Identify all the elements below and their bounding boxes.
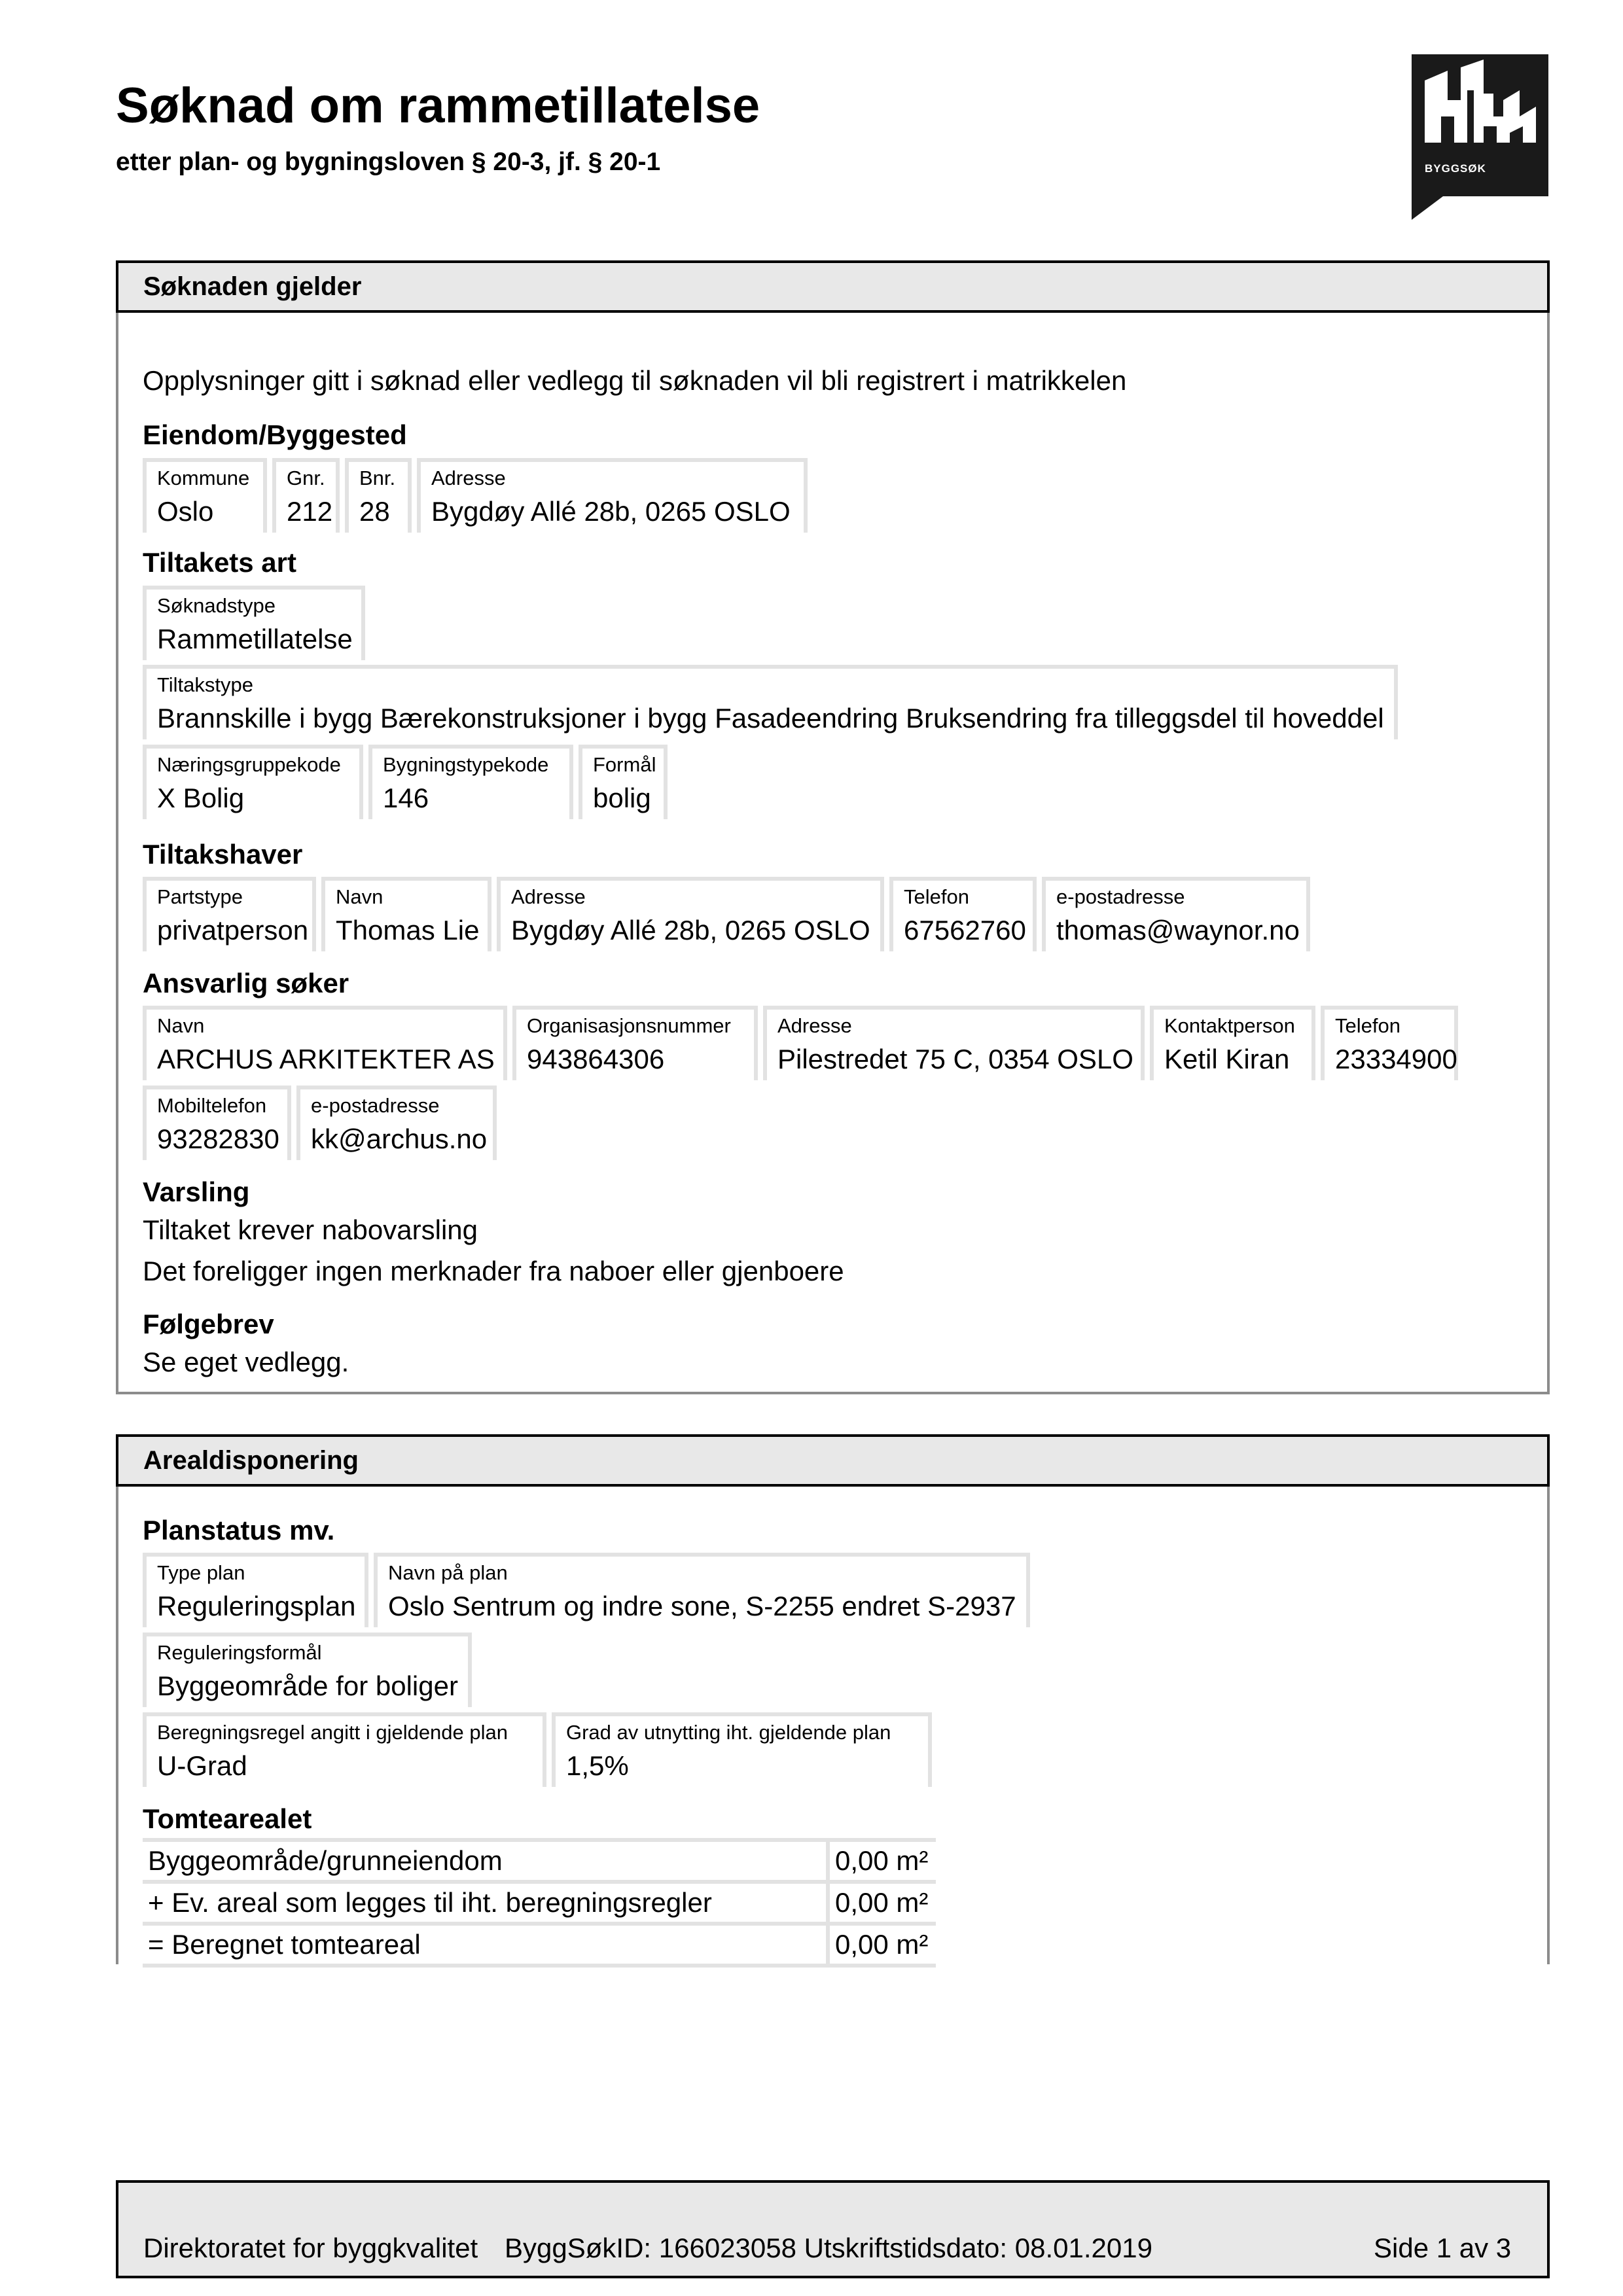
table-row: = Beregnet tomteareal 0,00 m²: [143, 1926, 936, 1968]
byggsok-logo: [1412, 54, 1548, 196]
footer-org: Direktoratet for byggkvalitet: [143, 2233, 478, 2263]
field-grad-av-utnytting: Grad av utnytting iht. gjeldende plan 1,5%: [552, 1712, 932, 1787]
tiltakstype-fields: [143, 665, 1398, 739]
field-type-plan: Type plan Reguleringsplan: [143, 1553, 368, 1627]
field-naeringsgruppekode: Næringsgruppekode X Bolig: [143, 745, 363, 819]
heading-eiendom: Eiendom/Byggested: [143, 419, 407, 450]
soknadstype-fields: [143, 586, 365, 660]
heading-tomtearealet: Tomtearealet: [143, 1803, 312, 1834]
plan-fields: [143, 1553, 1030, 1627]
varsling-line-2: Det foreligger ingen merknader fra naboer eller gjenboere: [143, 1256, 844, 1286]
naering-fields: [143, 745, 668, 819]
field-organisasjonsnummer: Organisasjonsnummer 943864306: [512, 1006, 758, 1080]
page-footer: [116, 2180, 1550, 2278]
field-navn: Navn Thomas Lie: [321, 877, 491, 951]
field-beregningsregel: Beregningsregel angitt i gjeldende plan U-Grad: [143, 1712, 546, 1787]
field-bnr: Bnr. 28: [345, 458, 412, 533]
folgebrev-text: Se eget vedlegg.: [143, 1347, 349, 1377]
heading-tiltakshaver: Tiltakshaver: [143, 839, 303, 870]
intro-text: Opplysninger gitt i søknad eller vedlegg til søknaden vil bli registrert i matrikkelen: [143, 365, 1127, 396]
footer-page-number: Side 1 av 3: [1374, 2233, 1512, 2263]
heading-planstatus: Planstatus mv.: [143, 1515, 335, 1545]
field-navn: Navn ARCHUS ARKITEKTER AS: [143, 1006, 507, 1080]
field-tiltakstype: Tiltakstype Brannskille i bygg Bærekonstruksjoner i bygg Fasadeendring Bruksendring fra tilleggsdel til hoveddel: [143, 665, 1398, 739]
table-row: + Ev. areal som legges til iht. beregningsregler 0,00 m²: [143, 1884, 936, 1926]
tomteareal-table: [143, 1838, 936, 1968]
logo-text: BYGGSØK: [1425, 162, 1486, 175]
field-partstype: Partstype privatperson: [143, 877, 316, 951]
ansvarlig-fields: [143, 1006, 1458, 1080]
beregning-fields: [143, 1712, 932, 1787]
ansvarlig-fields-2: [143, 1086, 497, 1160]
field-reguleringsformal: Reguleringsformål Byggeområde for boliger: [143, 1633, 472, 1707]
logo-tail: [1412, 196, 1443, 220]
field-e-postadresse: e-postadresse kk@archus.no: [296, 1086, 497, 1160]
heading-folgebrev: Følgebrev: [143, 1309, 274, 1339]
heading-ansvarlig-soker: Ansvarlig søker: [143, 968, 349, 998]
heading-tiltakets-art: Tiltakets art: [143, 547, 296, 578]
field-gnr: Gnr. 212: [272, 458, 340, 533]
logo-mark-icon: [1412, 54, 1548, 159]
page-subtitle: etter plan- og bygningsloven § 20-3, jf. § 20-1: [116, 148, 661, 176]
field-adresse: Adresse Bygdøy Allé 28b, 0265 OSLO: [497, 877, 884, 951]
eiendom-fields: [143, 458, 808, 533]
field-kontaktperson: Kontaktperson Ketil Kiran: [1150, 1006, 1315, 1080]
field-telefon: Telefon 67562760: [889, 877, 1037, 951]
field-telefon: Telefon 23334900: [1321, 1006, 1458, 1080]
footer-id: ByggSøkID: 166023058 Utskriftstidsdato: 08.01.2019: [505, 2233, 1152, 2263]
field-bygningstypekode: Bygningstypekode 146: [368, 745, 573, 819]
field-mobiltelefon: Mobiltelefon 93282830: [143, 1086, 291, 1160]
reguleringsformal-fields: [143, 1633, 472, 1707]
field-formal: Formål bolig: [579, 745, 668, 819]
field-adresse: Adresse Bygdøy Allé 28b, 0265 OSLO: [417, 458, 808, 533]
field-soknadstype: Søknadstype Rammetillatelse: [143, 586, 365, 660]
field-adresse: Adresse Pilestredet 75 C, 0354 OSLO: [763, 1006, 1145, 1080]
page-title: Søknad om rammetillatelse: [116, 78, 760, 133]
field-navn-pa-plan: Navn på plan Oslo Sentrum og indre sone, S-2255 endret S-2937: [374, 1553, 1030, 1627]
table-row: Byggeområde/grunneiendom 0,00 m²: [143, 1842, 936, 1884]
section-header-soknaden-gjelder: Søknaden gjelder: [116, 260, 1550, 313]
varsling-line-1: Tiltaket krever nabovarsling: [143, 1214, 478, 1245]
field-kommune: Kommune Oslo: [143, 458, 267, 533]
heading-varsling: Varsling: [143, 1176, 250, 1207]
tiltakshaver-fields: [143, 877, 1310, 951]
field-e-postadresse: e-postadresse thomas@waynor.no: [1042, 877, 1310, 951]
section-header-arealdisponering: Arealdisponering: [116, 1434, 1550, 1487]
